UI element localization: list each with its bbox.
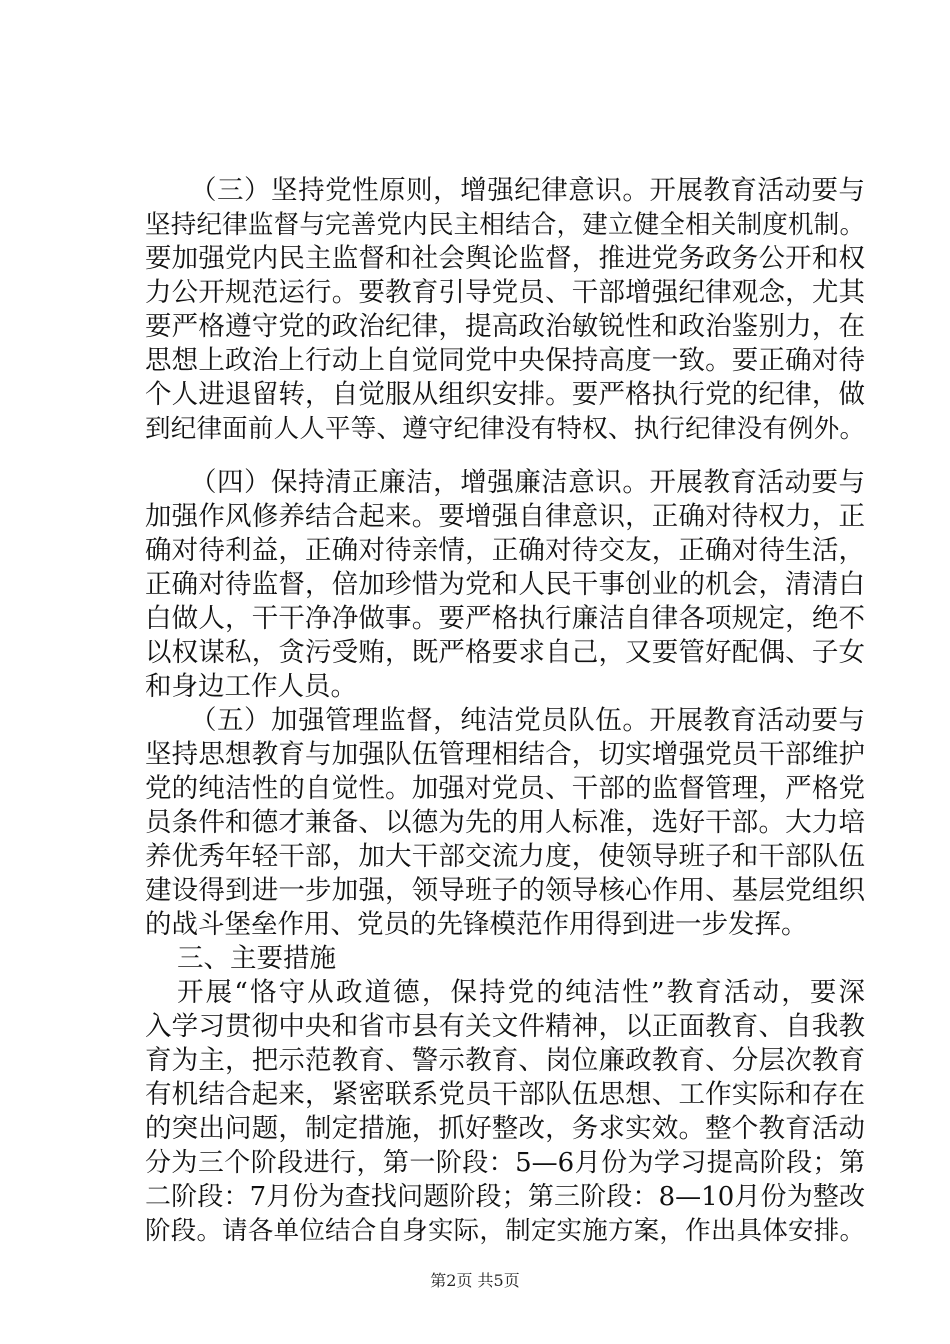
paragraph-line: 坚持纪律监督与完善党内民主相结合，建立健全相关制度机制。 — [145, 210, 865, 240]
paragraph-line: 开展“恪守从政道德，保持党的纯洁性”教育活动，要深 — [177, 977, 865, 1008]
paragraph-line: 要严格遵守党的政治纪律，提高政治敏锐性和政治鉴别力，在 — [145, 311, 865, 342]
paragraph-line: （五）加强管理监督，纯洁党员队伍。开展教育活动要与 — [190, 705, 865, 736]
paragraph-line: 养优秀年轻干部，加大干部交流力度，使领导班子和干部队伍 — [145, 841, 865, 872]
paragraph-line: 二阶段：7月份为查找问题阶段；第三阶段：8—10月份为整改 — [145, 1182, 865, 1212]
paragraph-line: 育为主，把示范教育、警示教育、岗位廉政教育、分层次教育 — [145, 1045, 865, 1076]
paragraph-line: 个人进退留转，自觉服从组织安排。要严格执行党的纪律，做 — [145, 379, 865, 410]
paragraph-line: （三）坚持党性原则，增强纪律意识。开展教育活动要与 — [190, 175, 865, 206]
paragraph-line: 的突出问题，制定措施，抓好整改，务求实效。整个教育活动 — [145, 1113, 865, 1144]
paragraph-line: 入学习贯彻中央和省市县有关文件精神，以正面教育、自我教 — [145, 1011, 865, 1042]
paragraph-line: 员条件和德才兼备、以德为先的用人标准，选好干部。大力培 — [145, 807, 865, 838]
paragraph-line: 力公开规范运行。要教育引导党员、干部增强纪律观念，尤其 — [145, 277, 865, 308]
paragraph-line: 分为三个阶段进行，第一阶段：5—6月份为学习提高阶段；第 — [145, 1148, 865, 1178]
paragraph-line: 到纪律面前人人平等、遵守纪律没有特权、执行纪律没有例外。 — [145, 414, 865, 444]
paragraph-line: 白做人，干干净净做事。要严格执行廉洁自律各项规定，绝不 — [145, 603, 865, 634]
section-heading: 三、主要措施 — [177, 943, 336, 974]
paragraph-line: 建设得到进一步加强，领导班子的领导核心作用、基层党组织 — [145, 875, 865, 906]
paragraph-line: 思想上政治上行动上自觉同党中央保持高度一致。要正确对待 — [145, 345, 865, 376]
paragraph-line: 的战斗堡垒作用、党员的先锋模范作用得到进一步发挥。 — [145, 909, 808, 940]
paragraph-line: 以权谋私，贪污受贿，既严格要求自己，又要管好配偶、子女 — [145, 637, 865, 668]
paragraph-line: 确对待利益，正确对待亲情，正确对待交友，正确对待生活， — [145, 535, 865, 566]
paragraph-line: 阶段。请各单位结合自身实际，制定实施方案，作出具体安排。 — [145, 1216, 865, 1246]
page-number: 第2页 共5页 — [430, 1271, 520, 1290]
paragraph-line: 坚持思想教育与加强队伍管理相结合，切实增强党员干部维护 — [145, 739, 865, 770]
paragraph-line: 和身边工作人员。 — [145, 671, 357, 702]
paragraph-line: 加强作风修养结合起来。要增强自律意识，正确对待权力，正 — [145, 501, 865, 532]
paragraph-line: 正确对待监督，倍加珍惜为党和人民干事创业的机会，清清白 — [145, 569, 865, 600]
paragraph-line: 党的纯洁性的自觉性。加强对党员、干部的监督管理，严格党 — [145, 773, 865, 804]
paragraph-line: （四）保持清正廉洁，增强廉洁意识。开展教育活动要与 — [190, 467, 865, 498]
paragraph-line: 要加强党内民主监督和社会舆论监督，推进党务政务公开和权 — [145, 243, 865, 274]
paragraph-line: 有机结合起来，紧密联系党员干部队伍思想、工作实际和存在 — [145, 1079, 865, 1110]
